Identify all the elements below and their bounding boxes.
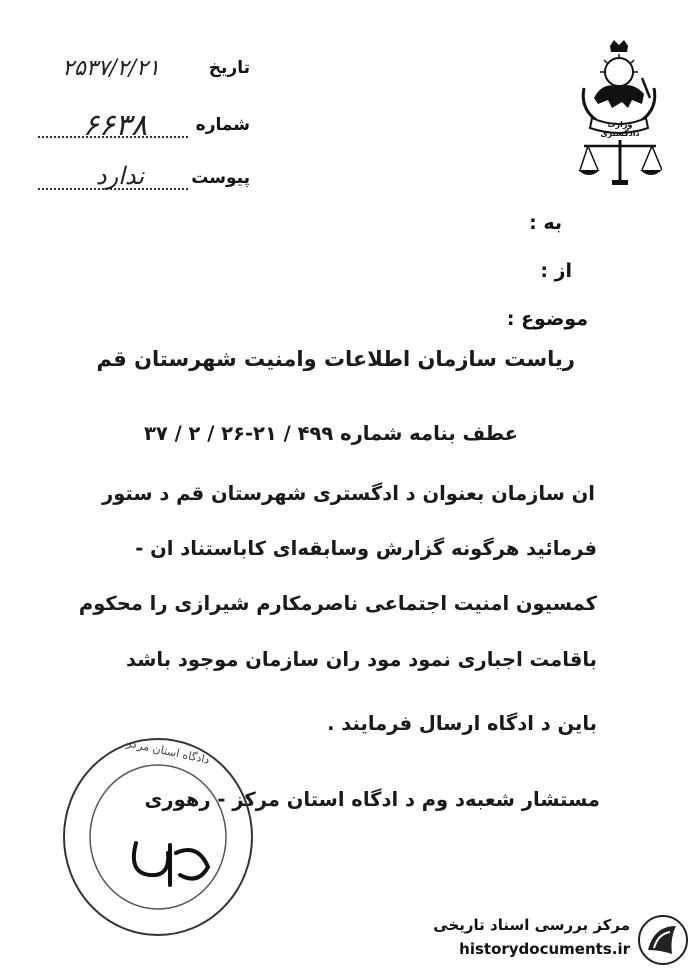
signature-line: مستشار شعبه‌د وم د ادگاه استان مرکز - رهوری xyxy=(144,788,600,811)
to-label: به : xyxy=(529,212,562,234)
body-line: ان سازمان بعنوان د ادگستری شهرستان قم د ستور xyxy=(101,482,595,505)
date-value: ۲۵۳۷/۲/۲۱ xyxy=(62,56,160,81)
archive-logo-icon xyxy=(636,914,690,966)
number-label: شماره xyxy=(195,115,250,135)
date-label: تاریخ xyxy=(208,58,250,78)
number-value: ۶۶۳۸ xyxy=(82,108,148,143)
attachment-label: پیوست xyxy=(191,168,250,188)
stamp-ring-text: دادگاه استان مرکز xyxy=(125,736,211,767)
addressee-line: ریاست سازمان اطلاعات وامنیت شهرستان قم xyxy=(96,347,575,371)
emblem-caption: وزارت دادگستری xyxy=(600,120,640,138)
body-line: کمسیون امنیت اجتماعی ناصرمکارم شیرازی را محکوم xyxy=(78,592,597,615)
watermark xyxy=(418,912,690,968)
body-line: باقامت اجباری نمود مود ران سازمان موجود باشد xyxy=(125,648,597,671)
emblem xyxy=(572,38,667,188)
subject-label: موضوع : xyxy=(506,308,588,330)
watermark-text: مرکز بررسی اسناد تاریخی xyxy=(433,916,630,934)
watermark-url: historydocuments.ir xyxy=(459,940,630,958)
stamp-icon xyxy=(58,735,258,940)
body-line: باین د ادگاه ارسال فرمایند . xyxy=(327,712,597,735)
from-label: از : xyxy=(540,260,572,282)
court-stamp xyxy=(58,735,258,940)
scales-of-justice-icon xyxy=(578,138,662,186)
body-line: فرمائید هرگونه گزارش وسابقه‌ای کاباستناد ان - xyxy=(135,537,597,560)
body-line-reference: عطف بنامه شماره ۴۹۹ / ۲۱-۲۶ / ۲ / ۳۷ xyxy=(144,422,518,445)
attachment-value: ندارد xyxy=(95,162,145,190)
header-block xyxy=(30,50,250,200)
